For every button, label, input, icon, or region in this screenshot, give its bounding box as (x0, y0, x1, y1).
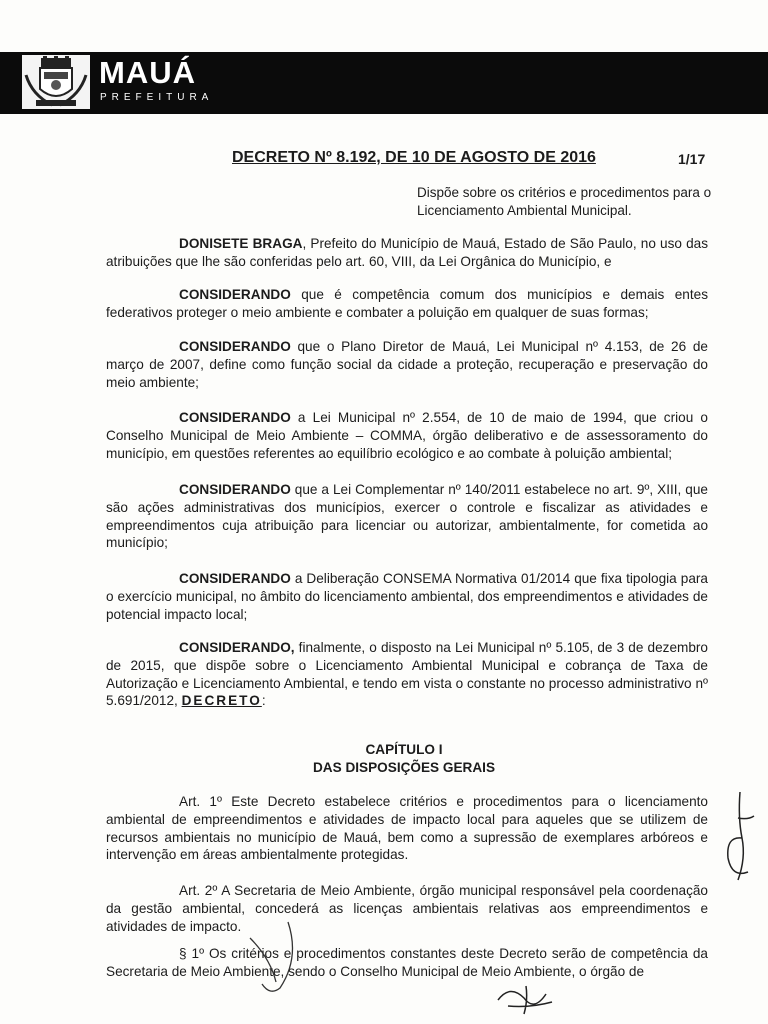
mayor-name: DONISETE BRAGA (179, 236, 303, 251)
considerando-paragraph (106, 639, 708, 710)
considerando-text: que o Plano Diretor de Mauá, Lei Municipal nº 4.153, de 26 de março de 2007, define como função social da cidade a proteção, recuperação e preservação do meio ambiente; (106, 339, 708, 390)
brand-name: MAUÁ (99, 55, 196, 90)
considerando-text: finalmente, o disposto na Lei Municipal nº 5.105, de 3 de dezembro de 2015, que dispõe sobre o Licenciamento Ambiental Municipal e cobrança de Taxa de Autorização e Licenciamento Ambiental, e tendo em vista o constante no processo administrativo nº 5.691/2012, (106, 640, 708, 709)
considerando-paragraph (106, 338, 708, 391)
considerando-lead: CONSIDERANDO (179, 410, 291, 425)
considerando-paragraph (106, 481, 708, 552)
considerando-lead: CONSIDERANDO (179, 287, 291, 302)
decreto-word: DECRETO (181, 693, 262, 709)
ementa: Dispõe sobre os critérios e procedimentos para o Licenciamento Ambiental Municipal. (417, 185, 712, 218)
considerando-lead: CONSIDERANDO (179, 482, 291, 497)
considerando-lead: CONSIDERANDO (179, 571, 291, 586)
considerando-paragraph (106, 409, 708, 462)
city-crest-logo (22, 55, 90, 109)
brand-subtitle: PREFEITURA (100, 92, 214, 103)
preamble-text: , Prefeito do Município de Mauá, Estado de São Paulo, no uso das atribuições que lhe são conferidas pelo art. 60, VIII, da Lei Orgânica do Município, e (106, 236, 708, 269)
considerando-paragraph (106, 286, 708, 322)
decree-title: DECRETO Nº 8.192, DE 10 DE AGOSTO DE 2016 (232, 149, 596, 166)
chapter-number: CAPÍTULO I (365, 742, 443, 757)
considerando-lead: CONSIDERANDO (179, 339, 291, 354)
chapter-title: DAS DISPOSIÇÕES GERAIS (312, 760, 496, 775)
page-number: 1/17 (678, 151, 706, 167)
article-paragraph: Art. 2º A Secretaria de Meio Ambiente, órgão municipal responsável pela coordenação da gestão ambiental, concederá as licenças ambientais relativas aos empreendimentos e atividades de impacto. (106, 883, 708, 934)
article-paragraph: § 1º Os critérios e procedimentos constantes deste Decreto serão de competência da Secretaria de Meio Ambiente, sendo o Conselho Municipal de Meio Ambiente, o órgão de (106, 946, 708, 979)
preamble-paragraph (106, 235, 708, 271)
considerando-text: a Lei Municipal nº 2.554, de 10 de maio de 1994, que criou o Conselho Municipal de Meio Ambiente – COMMA, órgão deliberativo e de assessoramento do município, em questões referentes ao equilíbrio ecológico e ao combate à poluição ambiental; (106, 410, 708, 461)
considerando-text: que a Lei Complementar nº 140/2011 estabelece no art. 9º, XIII, que são ações administrativas dos municípios, exercer o controle e fiscalizar as atividades e empreendimentos cuja atribuição para licenciar ou autorizar, ambientalmente, for cometida ao município; (106, 482, 708, 551)
handwritten-strike-mark (240, 918, 310, 996)
decreto-colon: : (261, 693, 266, 709)
considerando-paragraph (106, 570, 708, 623)
article-paragraph: Art. 1º Este Decreto estabelece critérios e procedimentos para o licenciamento ambiental de empreendimentos e atividades de impacto local para aqueles que se utilizem de recursos ambientais no município de Mauá, bem como a supressão de exemplares arbóreos e intervenção em áreas ambientalmente protegidas. (106, 794, 708, 863)
considerando-text: a Deliberação CONSEMA Normativa 01/2014 que fixa tipologia para o exercício municipal, no âmbito do licenciamento ambiental, dos empreendimentos e atividades de potencial impacto local; (106, 571, 708, 622)
margin-initial-signature (718, 788, 760, 888)
considerando-text: que é competência comum dos municípios e demais entes federativos proteger o meio ambiente e combater a poluição em qualquer de suas formas; (106, 287, 708, 320)
bottom-initial-signature (490, 978, 570, 1018)
considerando-lead: CONSIDERANDO, (179, 640, 295, 655)
